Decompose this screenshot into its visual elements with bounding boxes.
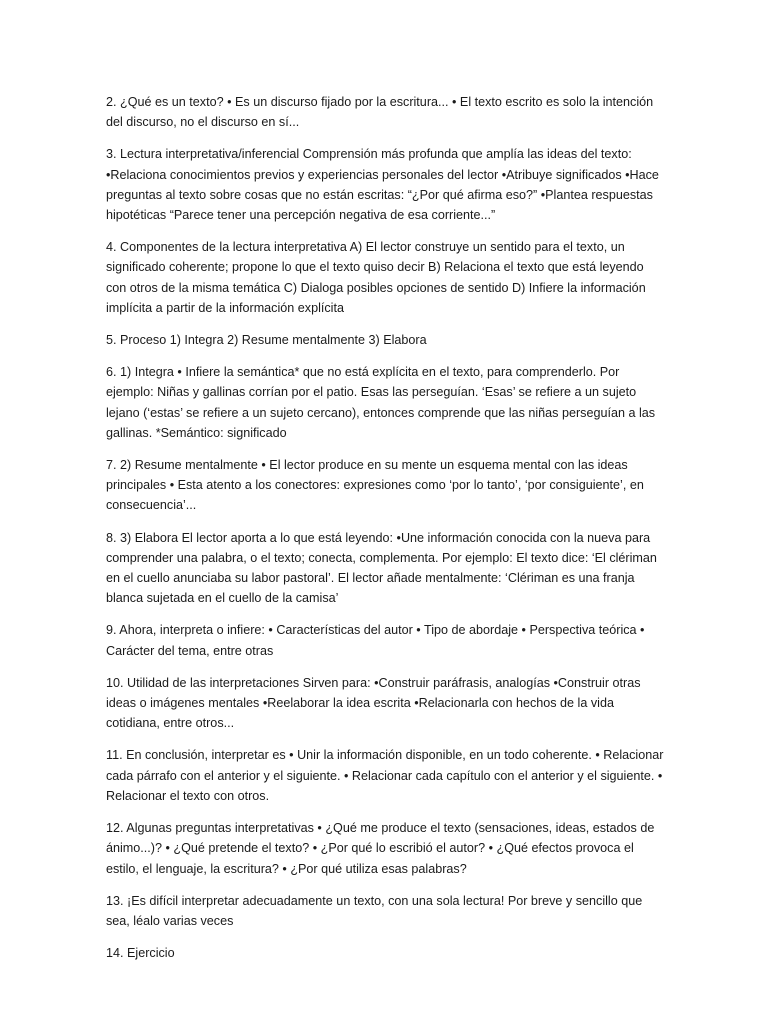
paragraph-11: 11. En conclusión, interpretar es • Unir la información disponible, en un todo coherente. • Relacionar cada párrafo con el anterior y el siguiente. • Relacionar cada capítulo con el anterior y el siguiente. • Relacionar el texto con otros. xyxy=(106,748,664,803)
paragraph-2: 2. ¿Qué es un texto? • Es un discurso fijado por la escritura... • El texto escrito es solo la intención del discurso, no el discurso en sí... xyxy=(106,95,654,130)
paragraph-12: 12. Algunas preguntas interpretativas • ¿Qué me produce el texto (sensaciones, ideas, estados de ánimo...)? • ¿Qué pretende el texto? • ¿Por qué lo escribió el autor? • ¿Qué efectos provoca el estilo, el lenguaje, la escritura? • ¿Por qué utiliza esas palabras? xyxy=(106,821,655,876)
paragraph-5: 5. Proceso 1) Integra 2) Resume mentalmente 3) Elabora xyxy=(106,333,427,348)
paragraph-9: 9. Ahora, interpreta o infiere: • Características del autor • Tipo de abordaje • Perspectiva teórica • Carácter del tema, entre otras xyxy=(106,623,645,658)
paragraph-10: 10. Utilidad de las interpretaciones Sirven para: •Construir paráfrasis, analogías •Construir otras ideas o imágenes mentales •Reelaborar la idea escrita •Relacionarla con hechos de la vida cotidiana, entre otros... xyxy=(106,675,641,731)
paragraph-6: 6. 1) Integra • Infiere la semántica* que no está explícita en el texto, para comprenderlo. Por ejemplo: Niñas y gallinas corrían por el patio. Esas las perseguían. ‘Esas’ se refiere a un sujeto lejano (‘estas’ se refiere a un sujeto cercano), entonces comprende que las niñas perseguían a las gallinas. *Semántico: significado xyxy=(106,365,656,440)
document-page xyxy=(106,92,666,975)
paragraph-4: 4. Componentes de la lectura interpretativa A) El lector construye un sentido para el texto, un significado coherente; propone lo que el texto quiso decir B) Relaciona el texto que está leyendo con otros de la misma temática C) Dialoga posibles opciones de sentido D) Infiere la información implícita a partir de la información explícita xyxy=(106,240,646,315)
paragraph-8: 8. 3) Elabora El lector aporta a lo que está leyendo: •Une información conocida con la nueva para comprender una palabra, o el texto; conecta, complementa. Por ejemplo: El texto dice: ‘El clériman en el cuello anunciaba su labor pastoral’. El lector añade mentalmente: ‘Clériman es una franja blanca sujetada en el cuello de la camisa’ xyxy=(106,530,657,606)
paragraph-14: 14. Ejercicio xyxy=(106,946,175,961)
paragraph-7: 7. 2) Resume mentalmente • El lector produce en su mente un esquema mental con las ideas principales • Esta atento a los conectores: expresiones como ‘por lo tanto’, ‘por consiguiente’, en consecuencia’... xyxy=(106,458,644,513)
paragraph-3: 3. Lectura interpretativa/inferencial Comprensión más profunda que amplía las ideas del texto: •Relaciona conocimientos previos y experiencias personales del lector •Atribuye significados •Hace preguntas al texto sobre cosas que no están escritas: “¿Por qué afirma eso?” •Plantea respuestas hipotéticas “Parece tener una percepción negativa de esa corriente...” xyxy=(106,147,659,223)
paragraph-13: 13. ¡Es difícil interpretar adecuadamente un texto, con una sola lectura! Por breve y sencillo que sea, léalo varias veces xyxy=(106,893,643,928)
